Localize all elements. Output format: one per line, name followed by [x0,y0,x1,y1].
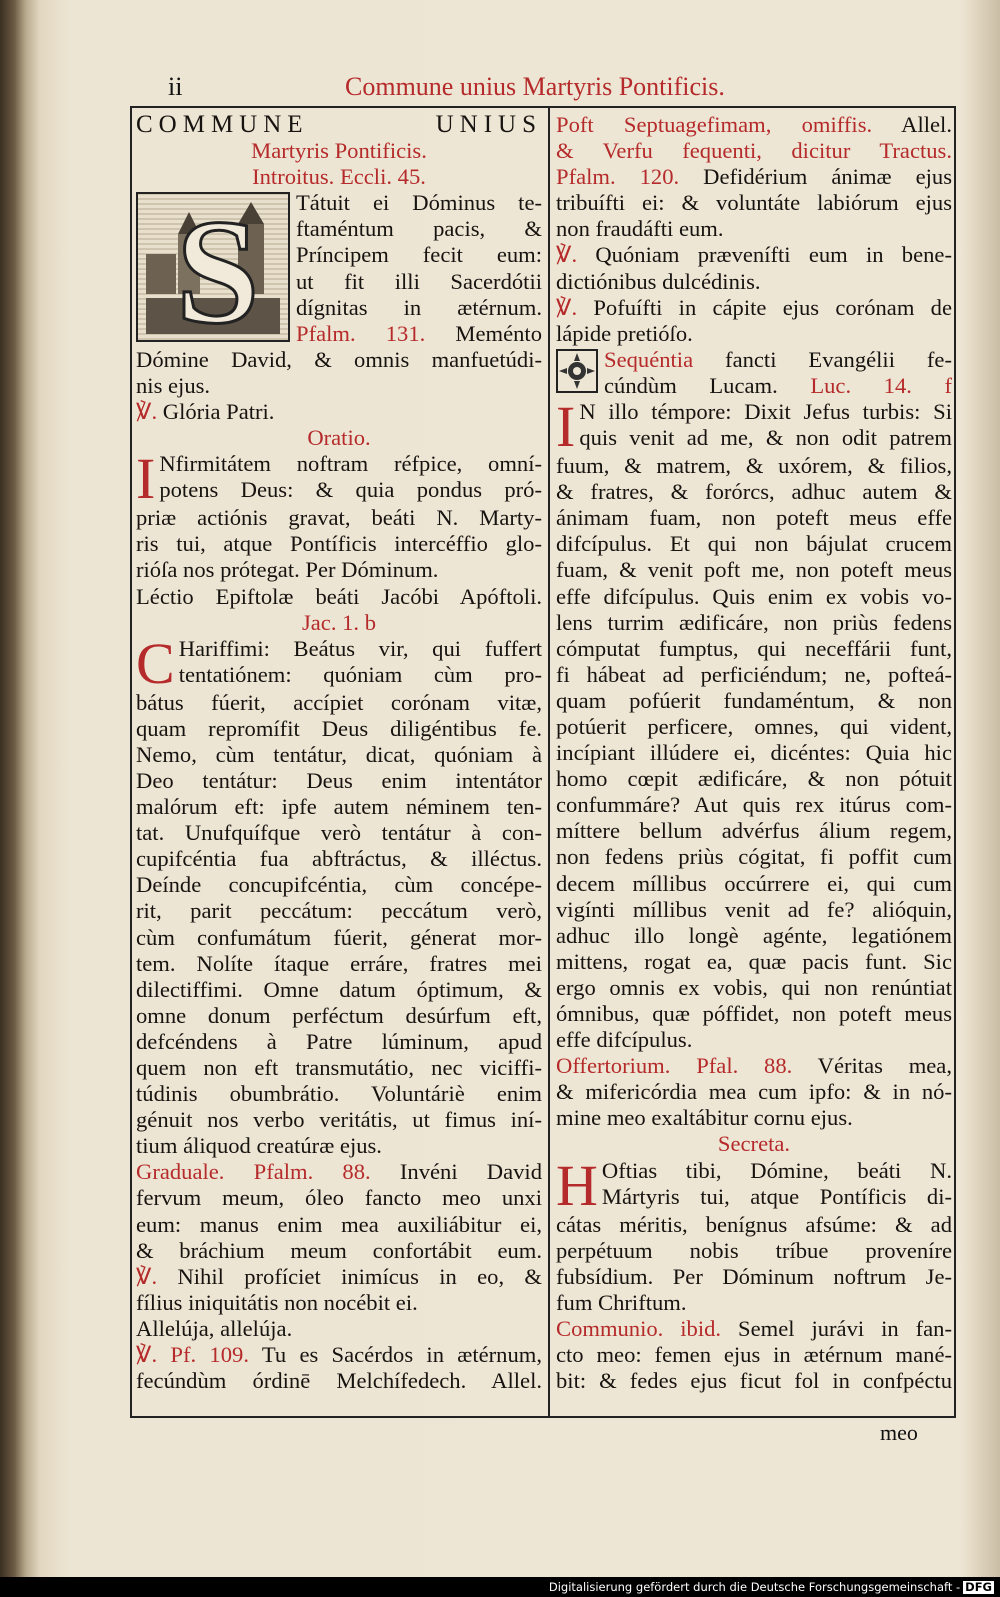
body-line: potens Deus: & quia pondus pró- [159,477,542,503]
introit-heading: Introitus. Eccli. 45. [252,164,426,190]
body-line: effe difcípulus. [556,1027,693,1053]
drop-cap-i: I [556,394,576,460]
body-line: omne donum perféctum desúrfum eft, [136,1002,542,1028]
body-line: tribuífti ei: & voluntáte labiórum ejus [556,190,952,216]
body-line: Mártyris tui, atque Pontíficis di- [601,1183,952,1209]
body-line: quam pofúerit fundaméntum, & non [556,687,952,713]
catchword: meo [880,1420,918,1445]
body-line: & fratres, & forórcs, adhuc autem & [556,479,952,505]
woodcut-initial-icon [138,194,288,340]
versicle-line: ℣. Glória Patri. [136,399,275,425]
body-line: non fedens priùs cógitat, fi poffit cum [556,844,952,870]
communion-line: Communio. ibid. Semel jurávi in fan- [556,1315,952,1341]
body-line: túdinis obumbrátio. Voluntáriè enim [136,1081,542,1107]
body-line: Nfirmitátem noftram réfpice, omní- [159,451,542,477]
drop-cap-i: I [136,446,156,512]
body-line: mine meo exaltábitur cornu ejus. [556,1105,853,1131]
body-line: homo cœpit ædificáre, & non pótuit [556,766,952,792]
body-line: míttere bellum advérfus álium regem, [556,818,952,844]
versicle-line: ℣. Pofuífti in cápite ejus corónam de [556,294,952,320]
body-line: potúerit perficere, omnes, qui vident, [556,713,952,739]
secreta-heading: Secreta. [717,1131,791,1157]
body-line: cupifcéntia fua abftráctus, & illéctus. [136,846,542,872]
body-line: cto meo: femen ejus in ætérnum mané- [556,1342,952,1368]
body-line: fervum meum, óleo fancto meo unxi [136,1185,542,1211]
introit-line: ftaméntum pacis, & [296,216,542,242]
body-line: fi hábeat ad perficiéndum; ne, pofteá- [556,661,952,687]
introit-line: Príncipem fecit eum: [296,242,542,268]
versicle-line: ℣. Pf. 109. Tu es Sacérdos in ætérnum, [136,1342,542,1368]
oratio-heading: Oratio. [307,425,371,451]
left-column [136,112,542,1394]
body-line: quis venit ad me, & non odit patrem [579,425,952,451]
body-line: cátas méritis, benígnus afsúme: & ad [556,1211,952,1237]
body-line: confummáre? Aut quis rex itúrus com- [556,792,952,818]
body-line: dilectiffimi. Omne datum óptimum, & [136,976,542,1002]
offertory-line: Offertorium. Pfal. 88. Véritas mea, [556,1053,952,1079]
introit-psalm-line: Pfalm. 131. Meménto [296,320,542,346]
digitization-footer [0,1577,1000,1597]
graduale-line: Graduale. Pfalm. 88. Invéni David [136,1159,542,1185]
body-line: defcéndens à Patre lúminum, apud [136,1028,542,1054]
body-line: nis ejus. [136,372,211,398]
woodcut-initial-s [136,192,290,342]
body-line: rióſa nos prótegat. Per Dóminum. [136,557,439,583]
dfg-logo: DFG [965,1580,992,1594]
body-line: Dómine David, & omnis manfuetúdi- [136,346,542,372]
body-line: rit, parit peccátum: peccátum verò, [136,898,542,924]
body-line: lens turrim ædificáre, non priùs fedens [556,609,952,635]
body-line: ómnibus, quæ póffidet, non poteft meus [556,1001,952,1026]
body-line: fílius iniquitátis non nocébit ei. [136,1289,418,1315]
lectio-heading: Léctio Epiftolæ beáti Jacóbi Apóftoli. [136,583,542,609]
body-line: cómputat fumptus, qui neceffárii funt, [556,635,952,661]
body-line: lápide pretióſo. [556,320,693,346]
body-line: malórum eft: ipfe autem néminem ten- [136,794,542,820]
versicle-line: ℣. Quóniam prævenífti eum in bene- [556,242,952,268]
body-line: incípiant illúdere ei, dicéntes: Quia hic [556,740,952,766]
page-number: ii [168,72,183,101]
body-line: cùm confumátum fúerit, génerat mor- [136,924,542,950]
body-line: fecúndùm órdinē Melchífedech. Allel. [136,1368,542,1394]
rubric-line: & Verfu fequenti, dicitur Tractus. [556,138,952,164]
woodcut-letter: S [176,194,260,341]
body-line: bit: & fedes ejus ficut fol in confpéctu [556,1368,952,1394]
running-title: Commune unius Martyris Pontificis. [345,72,725,101]
body-line: eum: manus enim mea auxiliábitur ei, [136,1211,542,1237]
body-line: non fraudáfti eum. [556,216,724,242]
body-line: perpétuum nobis tríbue proveníre [556,1237,952,1263]
rubric-line: Poft Septuagefimam, omiffis. Allel. [556,112,952,137]
running-header [130,72,956,106]
drop-cap-h: H [556,1152,598,1218]
body-line: fuum, & matrem, & uxórem, & filios, [556,453,952,479]
drop-cap-c: C [136,630,175,696]
body-line: tium áliquod creatúræ ejus. [136,1133,382,1159]
section-title: COMMUNE UNIUS [136,112,542,138]
lectio-reference: Jac. 1. b [301,609,377,635]
body-line: Hariffimi: Beátus vir, qui fuffert [178,635,542,661]
body-line: bátus fúerit, accípiet corónam vitæ, [136,689,542,715]
body-line: fuam, & venit poft me, non poteft meus [556,557,952,583]
body-line: N illo témpore: Dixit Jefus turbis: Si [579,399,952,425]
body-line: Nemo, cùm tentátur, dicat, quóniam à [136,741,542,767]
body-line: fum Chriftum. [556,1289,687,1315]
introit-line: ut fit illi Sacerdótii [296,268,542,294]
tract-line: Pfalm. 120. Defidérium ánimæ ejus [556,164,952,190]
versicle-line: ℣. Nihil profíciet inimícus in eo, & [136,1263,542,1289]
subtitle: Martyris Pontificis. [251,138,427,164]
fleuron-ornament-icon [556,349,598,393]
body-line: dictiónibus dulcédinis. [556,268,761,294]
body-line: Deínde concupifcéntia, cùm concépe- [136,872,542,898]
body-line: ris tui, atque Pontíficis intercéffio glo- [136,531,542,557]
body-line: adhuc illo longè agénte, legatiónem [556,922,952,948]
body-line: ergo omnis ex vobis, qui non renúntiat [556,974,952,1000]
body-line: Deo tentátur: Deus enim intentátor [136,767,542,793]
body-line: mittens, rogat ea, quæ pacis funt. Sic [556,948,952,974]
body-line: quem non eft transmutátio, nec viciffi- [136,1055,542,1080]
body-line: & bráchium meum confortábit eum. [136,1237,542,1263]
body-line: Oftias tibi, Dómine, beáti N. [601,1157,952,1183]
body-line: effe difcípulus. Quis enim ex vobis vo- [556,583,952,609]
body-line: tem. Nolíte ítaque erráre, fratres mei [136,950,542,976]
body-line: decem míllibus occúrrere ei, qui cum [556,870,952,896]
body-line: tat. Unufquífque verò tentátur à con- [136,820,542,846]
body-line: ánimam fuam, non poteft meus effe [556,505,952,531]
alleluia-line: Allelúja, allelúja. [136,1315,293,1341]
body-line: priæ actiónis gravat, beáti N. Marty- [136,505,542,531]
gospel-heading: Sequéntia fancti Evangélii fe- [604,346,952,372]
right-column [556,112,952,1394]
body-line: génuit nos verbo veritátis, ut fimus iní- [136,1107,542,1133]
introit-line: dígnitas in ætérnum. [296,294,542,320]
body-line: difcípulus. Et qui non bájulat crucem [556,531,952,557]
body-line: vigínti míllibus venit ad fe? alióquin, [556,896,952,922]
body-line: fubsídium. Per Dóminum noftrum Je- [556,1263,952,1289]
introit-line: Tátuit ei Dóminus te- [296,190,542,216]
body-line: quam repromífit Deus diligéntibus fe. [136,715,542,741]
body-line: tentatiónem: quóniam cùm pro- [178,661,542,687]
body-line: & mifericórdia mea cum ipfo: & in nó- [556,1079,952,1105]
gospel-heading: cúndùm Lucam. Luc. 14. f [604,372,952,398]
column-divider [548,108,550,1416]
footer-text: Digitalisierung gefördert durch die Deutsche Forschungsgemeinschaft - [548,1580,961,1594]
